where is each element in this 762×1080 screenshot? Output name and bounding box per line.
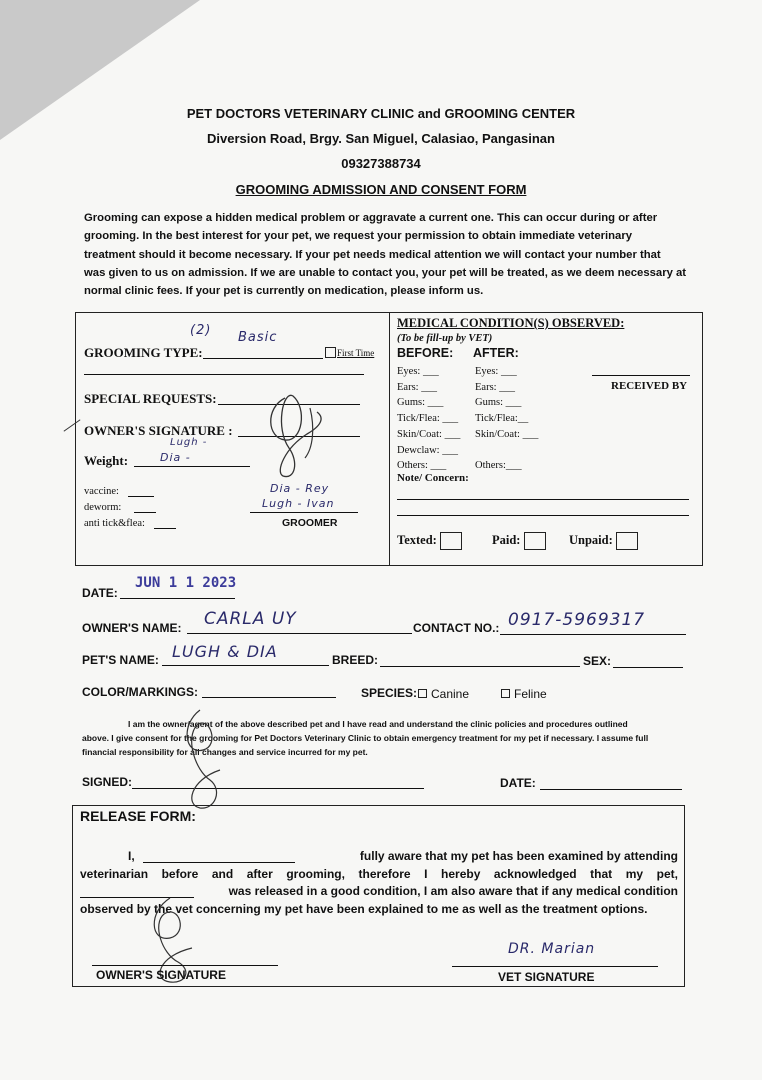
consent-line: I am the owner/agent of the above described pet and I have read and understand the clinic policies and procedures outlined [128,719,628,729]
after-item: Gums: ___ [475,397,522,409]
color-markings-label: COLOR/MARKINGS: [82,685,198,699]
first-time-checkbox[interactable] [325,347,336,358]
intro-line: was given to us on admission. If we are unable to contact you, your pet will be treated, as we deem necessary at [84,266,687,279]
pet-name-line[interactable] [162,665,329,666]
vet-name: DR. Marian [508,941,596,957]
after-label: AFTER: [473,346,519,360]
before-item: Tick/Flea: ___ [397,413,459,425]
grooming-type-value: Basic [238,330,278,345]
unpaid-field [569,532,638,550]
deworm-label: deworm: [84,502,122,513]
vet-signature-line[interactable] [452,966,658,967]
sex-line[interactable] [613,667,683,668]
owner-signature-scribble [255,388,345,488]
note-line-1[interactable] [397,499,689,500]
clinic-phone: 09327388734 [341,156,421,171]
consent-line: above. I give consent for the grooming for Pet Doctors Veterinary Clinic to obtain emergency treatment for my pet if necessary. I assume full [82,733,649,743]
form-title: GROOMING ADMISSION AND CONSENT FORM [235,182,527,197]
owner-name-label: OWNER'S NAME: [82,621,182,635]
texted-checkbox[interactable] [440,532,462,550]
box-divider [389,312,390,566]
before-item: Skin/Coat: ___ [397,428,461,440]
date-label: DATE: [82,586,118,600]
clinic-name: PET DOCTORS VETERINARY CLINIC and GROOMING CENTER [186,106,576,121]
paid-label: Paid: [492,532,521,547]
grooming-type-number: (2) [190,323,212,338]
release-line-1: I, fully aware that my pet has been examined by attending [128,849,678,863]
signed-date-label: DATE: [500,776,536,790]
anti-tick-line[interactable] [154,528,176,529]
weight-value-lugh: Lugh - [170,437,208,448]
owner-signature-label: OWNER'S SIGNATURE : [84,423,233,438]
paid-checkbox[interactable] [524,532,546,550]
after-item: Skin/Coat: ___ [475,428,539,440]
after-item: Others:___ [475,460,522,472]
intro-line: treatment should it become necessary. If your pet needs medical attention we will contact your number that [84,248,661,261]
weight-value-dia: Dia - [160,451,191,464]
date-stamp: JUN 1 1 2023 [135,575,237,591]
medical-title: MEDICAL CONDITION(S) OBSERVED: [397,316,625,330]
groomer-line[interactable] [250,512,358,513]
medical-subtitle: (To be fill-up by VET) [397,333,493,344]
consent-line: financial responsibility for all changes and service incurred for my pet. [82,747,368,757]
unpaid-checkbox[interactable] [616,532,638,550]
before-item: Eyes: ___ [397,366,439,377]
owner-signature-release-line[interactable] [92,965,278,966]
owner-name-value: CARLA UY [204,609,297,629]
breed-label: BREED: [332,653,379,667]
after-list [475,364,538,474]
signed-date-line[interactable] [540,789,682,790]
vet-signature-label: VET SIGNATURE [498,970,595,984]
grooming-type-line[interactable] [203,358,323,359]
species-label: SPECIES: [361,686,418,700]
breed-line[interactable] [380,666,580,667]
signed-label: SIGNED: [82,775,133,789]
intro-paragraph [84,209,692,300]
after-item: Ears: ___ [475,381,515,393]
texted-field [397,532,462,550]
release-title: RELEASE FORM: [80,808,196,824]
intro-line: normal clinic fees. If your pet is currently on medication, please inform us. [84,285,484,298]
intro-line: Grooming can expose a hidden medical problem or aggravate a current one. This can occur during or after [84,212,658,224]
paid-field [492,532,546,550]
grooming-extra-line[interactable] [84,374,364,375]
before-item: Ears: ___ [397,381,437,393]
contact-label: CONTACT NO.: [413,621,500,635]
texted-label: Texted: [397,532,437,547]
pet-name-value: LUGH & DIA [172,642,278,661]
special-requests-label: SPECIAL REQUESTS: [84,391,217,406]
before-list [397,364,460,474]
groomer-label: GROOMER [282,517,338,529]
groomer-value-lugh: Lugh - Ivan [262,497,335,510]
sex-label: SEX: [583,654,612,668]
grooming-type-label: GROOMING TYPE: [84,345,203,360]
before-item: Gums: ___ [397,397,444,409]
signed-scribble [165,700,235,820]
canine-label: Canine [431,687,470,701]
after-item: Tick/Flea:__ [475,413,529,425]
received-by-line[interactable] [592,375,690,376]
canine-checkbox[interactable] [418,689,427,698]
feline-label: Feline [514,687,547,701]
before-item: Dewclaw: ___ [397,444,458,456]
owner-signature-release-label: OWNER'S SIGNATURE [96,968,226,982]
color-markings-line[interactable] [202,697,336,698]
first-time-label: First Time [337,348,375,358]
release-line-4: observed by the vet concerning my pet have been explained to me as well as the treatment options. [80,901,648,916]
species-canine [418,687,469,701]
after-item: Eyes: ___ [475,366,517,377]
contact-line[interactable] [500,634,686,635]
vaccine-label: vaccine: [84,486,119,497]
before-item: Others: ___ [397,460,447,472]
note-line-2[interactable] [397,515,689,516]
release-line-3: was released in a good condition, I am also aware that if any medical condition [80,883,678,901]
owner-name-line[interactable] [187,633,412,634]
note-label: Note/ Concern: [397,472,469,484]
clinic-address: Diversion Road, Brgy. San Miguel, Calasiao, Pangasinan [207,131,555,146]
pet-name-label: PET'S NAME: [82,653,159,667]
anti-tick-label: anti tick&flea: [84,518,145,529]
received-by-label: RECEIVED BY [611,380,688,392]
species-feline [501,687,547,701]
release-line-2: veterinarian before and after grooming, therefore I hereby acknowledged that my pet, [80,866,678,881]
unpaid-label: Unpaid: [569,532,613,547]
intro-line: grooming. In the best interest for your pet, we request your permission to obtain immediate veterinary [84,230,633,243]
deworm-line[interactable] [134,512,156,513]
weight-line[interactable] [134,466,250,467]
weight-label: Weight: [84,453,129,468]
release-name-line[interactable] [143,862,295,863]
vaccine-line[interactable] [128,496,154,497]
feline-checkbox[interactable] [501,689,510,698]
before-label: BEFORE: [397,346,454,360]
groomer-value-dia: Dia - Rey [270,482,330,495]
after-item [475,443,538,459]
date-line[interactable] [120,598,235,599]
contact-value: 0917-5969317 [508,610,646,630]
